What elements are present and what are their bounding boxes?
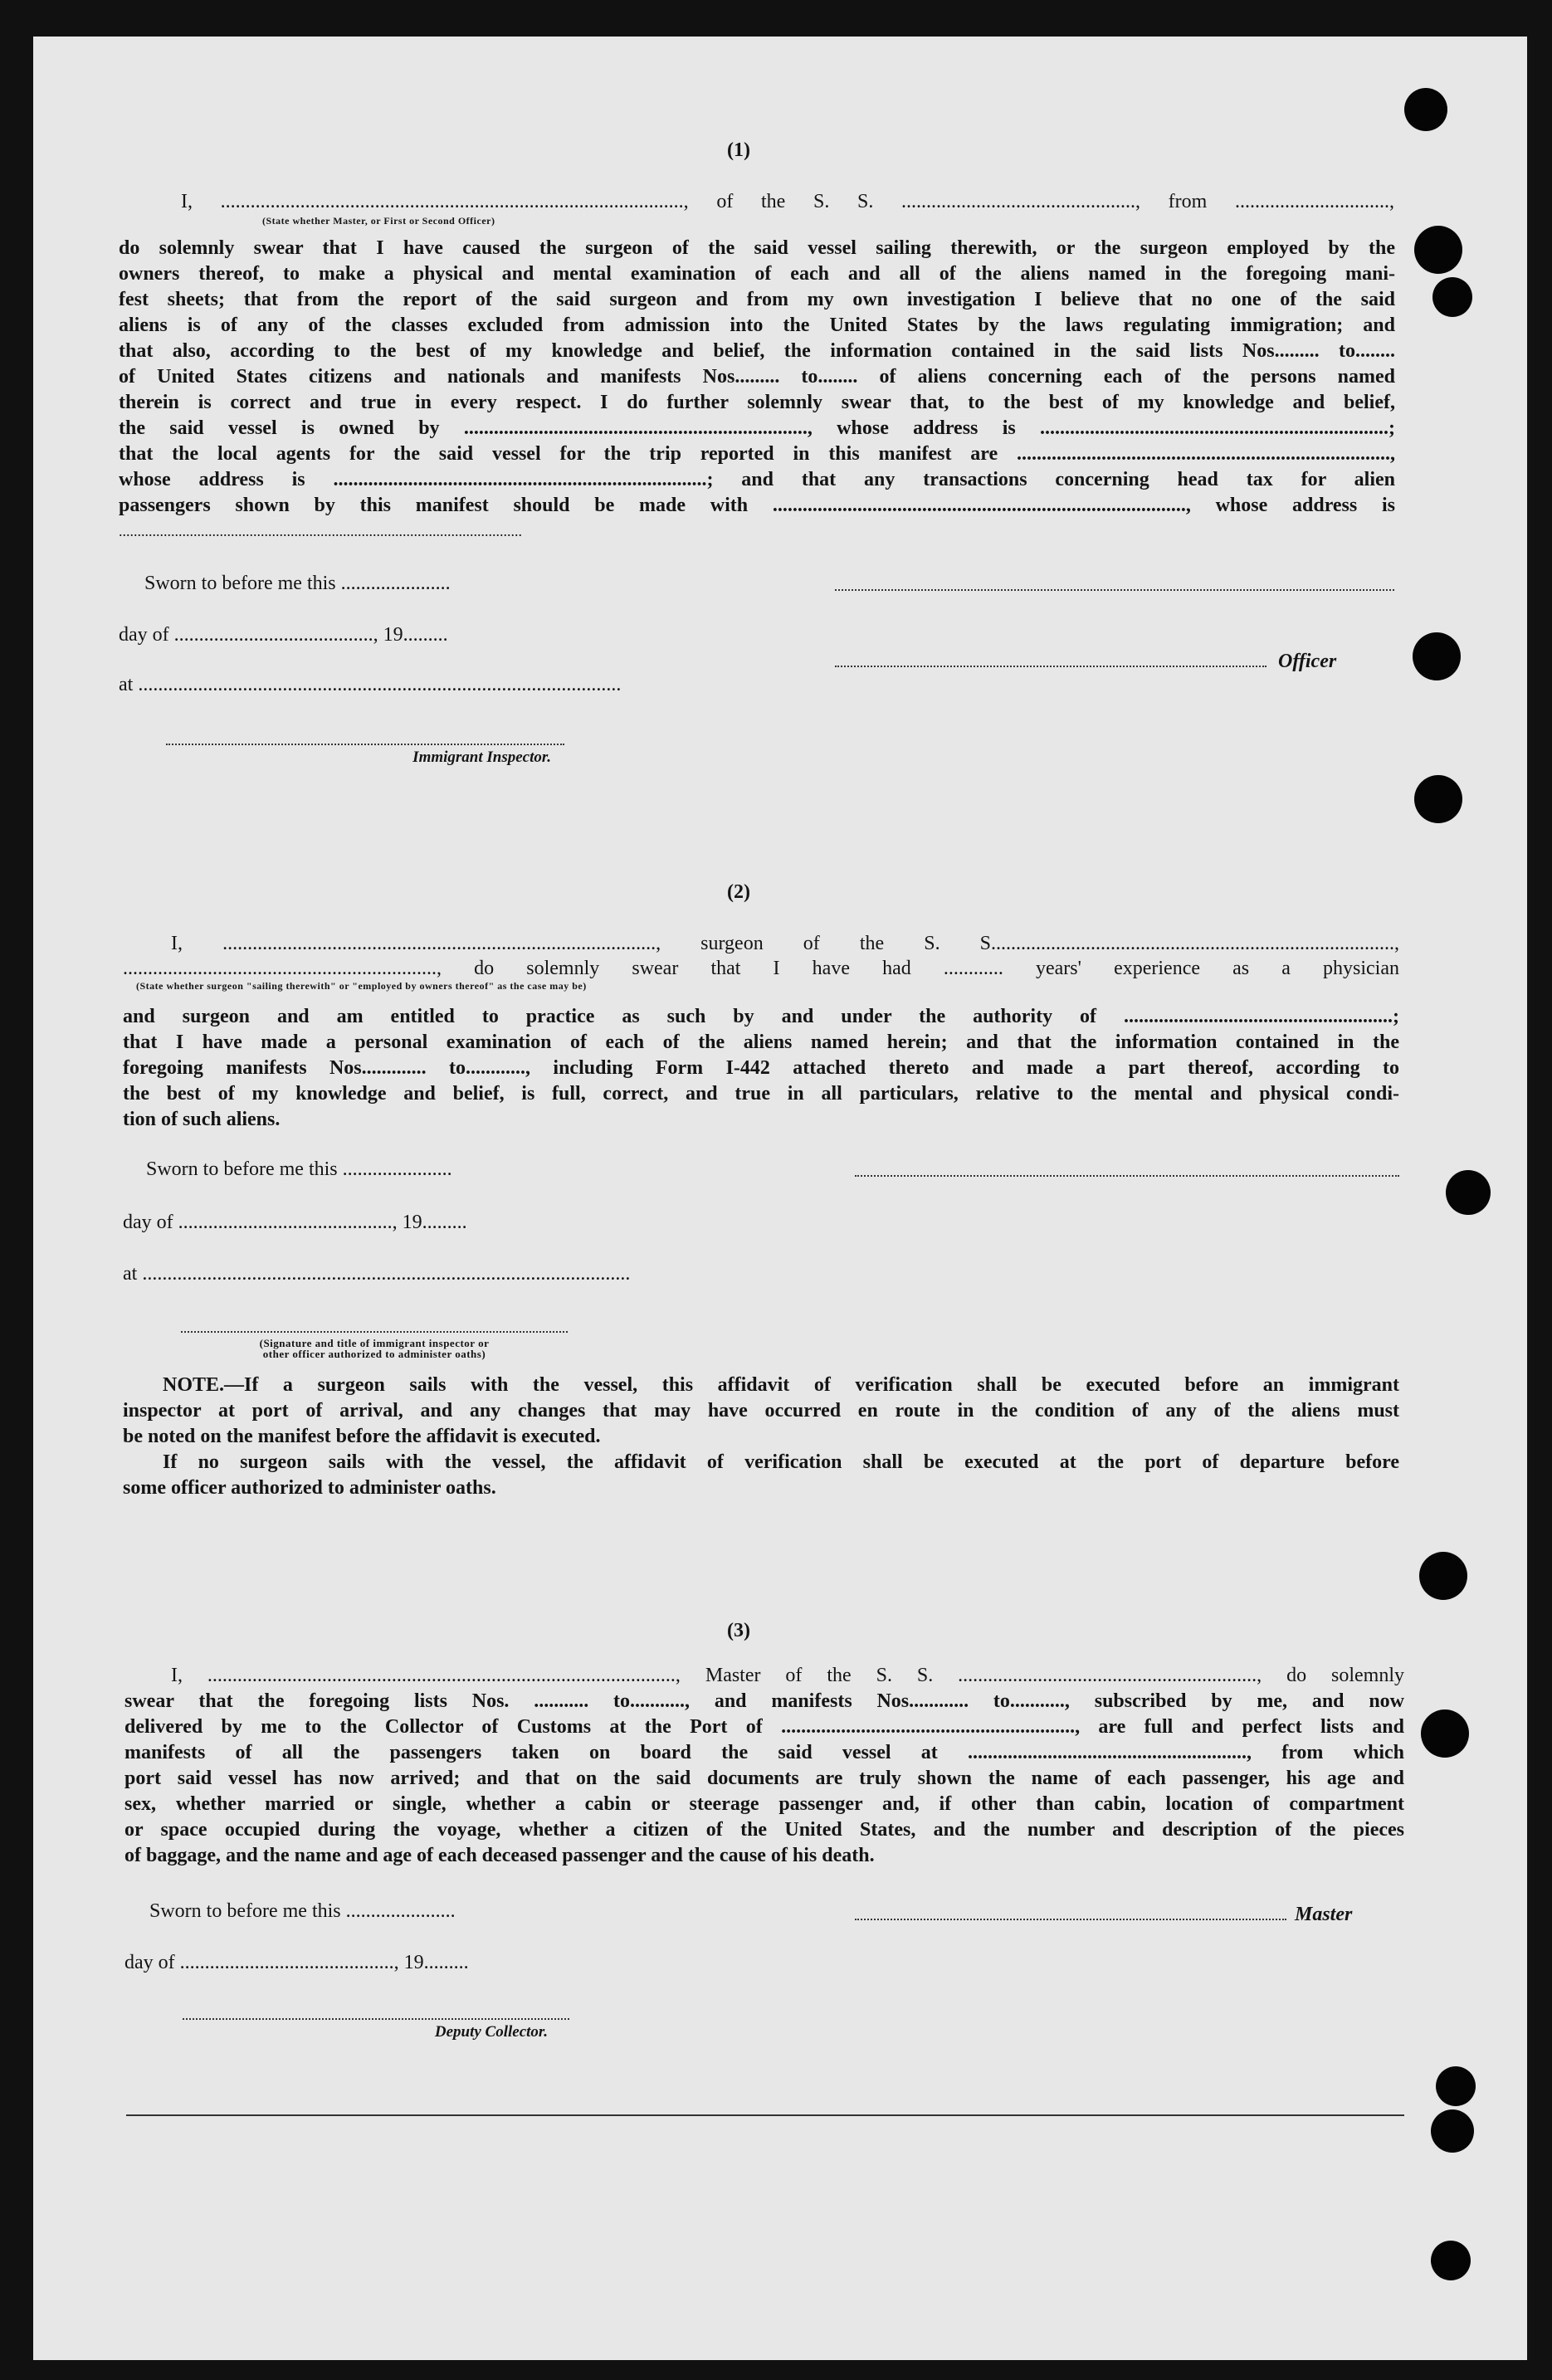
paragraph-line: owners thereof, to make a physical and mental examination of each and all of the aliens named in the foregoing mani- — [119, 263, 1395, 285]
section-3-paragraph — [124, 1663, 1404, 1869]
paragraph-line: ............................................................................................................ — [119, 523, 522, 539]
paragraph-line: I, .............................................................................................., Master of the S. S. ............................................................, do solemnly — [171, 1665, 1404, 1686]
section-1-caption: (State whether Master, or First or Second Officer) — [262, 215, 495, 227]
paragraph-line: do solemnly swear that I have caused the surgeon of the said vessel sailing therewith, or the surgeon employed by the — [119, 237, 1395, 259]
section-1-officer-line — [835, 666, 1266, 667]
paragraph-line: delivered by me to the Collector of Customs at the Port of ..........................................................., are full and perfect lists and — [124, 1716, 1404, 1738]
paragraph-line: the said vessel is owned by ....................................................................., whose address is ......................................................................; — [119, 417, 1395, 439]
note-line: inspector at port of arrival, and any changes that may have occurred en route in the condition of any of the aliens must — [123, 1400, 1399, 1422]
section-2-sworn: Sworn to before me this ...................... — [146, 1158, 452, 1180]
section-2-note — [123, 1373, 1399, 1501]
paragraph-line: that I have made a personal examination of each of the aliens named herein; and that the information contained in the — [123, 1031, 1399, 1053]
section-1-inspector-line — [166, 744, 564, 745]
document-page — [33, 37, 1527, 2360]
note-line: be noted on the manifest before the affidavit is executed. — [123, 1426, 601, 1447]
section-2-at: at .................................................................................................. — [123, 1263, 631, 1285]
paragraph-line: the best of my knowledge and belief, is full, correct, and true in all particulars, relative to the mental and physical condi- — [123, 1083, 1399, 1105]
paragraph-line: port said vessel has now arrived; and that on the said documents are truly shown the name of each passenger, his age and — [124, 1768, 1404, 1789]
paragraph-line: whose address is ...........................................................................; and that any transactions concerning head tax for alien — [119, 469, 1395, 490]
paragraph-line: sex, whether married or single, whether a cabin or steerage passenger and, if other than cabin, location of compartment — [124, 1793, 1404, 1815]
paragraph-line: or space occupied during the voyage, whether a citizen of the United States, and the number and description of the pieces — [124, 1819, 1404, 1841]
signature-caption-line: (Signature and title of immigrant inspector or — [259, 1337, 490, 1349]
paragraph-line: foregoing manifests Nos............. to............, including Form I-442 attached thereto and made a part thereof, according to — [123, 1057, 1399, 1079]
paragraph-line: swear that the foregoing lists Nos. ........... to..........., and manifests Nos............ to..........., subscribed by me, and now — [124, 1690, 1404, 1712]
paragraph-line: that the local agents for the said vessel for the trip reported in this manifest are ..........................................................................., — [119, 443, 1395, 465]
paragraph-line: of baggage, and the name and age of each deceased passenger and the cause of his death. — [124, 1845, 875, 1866]
paragraph-line: of United States citizens and nationals and manifests Nos......... to........ of aliens concerning each of the persons named — [119, 366, 1395, 388]
signature-caption-line: other officer authorized to administer oaths) — [262, 1348, 486, 1360]
punch-hole-8 — [1421, 1709, 1469, 1758]
punch-hole-1 — [1404, 88, 1447, 131]
bottom-rule — [126, 2114, 1404, 2116]
section-2-inspector-line — [181, 1331, 568, 1333]
punch-hole-10 — [1431, 2109, 1474, 2153]
punch-hole-5 — [1414, 775, 1462, 823]
paragraph-line: fest sheets; that from the report of the said surgeon and from my own investigation I believe that no one of the said — [119, 289, 1395, 310]
paragraph-line: tion of such aliens. — [123, 1109, 281, 1130]
paragraph-line: that also, according to the best of my knowledge and belief, the information contained in the said lists Nos......... to........ — [119, 340, 1395, 362]
section-3-deputy-label: Deputy Collector. — [434, 2023, 548, 2041]
punch-hole-2 — [1414, 226, 1462, 274]
section-3-number: (3) — [727, 1620, 750, 1641]
section-2-number: (2) — [727, 881, 750, 903]
punch-hole-9 — [1436, 2066, 1476, 2106]
section-3-master-label: Master — [1295, 1904, 1353, 1925]
section-2-caption: (State whether surgeon "sailing therewith" or "employed by owners thereof" as the case may be) — [136, 980, 587, 992]
section-2-line-1: I, ......................................................................................., surgeon of the S. S................................................................................., — [171, 933, 1399, 954]
paragraph-line: therein is correct and true in every respect. I do further solemnly swear that, to the best of my knowledge and belief, — [119, 392, 1395, 413]
note-line: NOTE.—If a surgeon sails with the vessel, this affidavit of verification shall be executed before an immigrant — [163, 1374, 1399, 1396]
section-3-sworn: Sworn to before me this ...................... — [149, 1900, 456, 1922]
paragraph-line: manifests of all the passengers taken on board the said vessel at ........................................................, from which — [124, 1742, 1404, 1763]
section-2-signature-line — [855, 1175, 1399, 1177]
punch-hole-6 — [1446, 1170, 1491, 1215]
punch-hole-7 — [1419, 1552, 1467, 1600]
punch-hole-4 — [1413, 632, 1461, 680]
section-2-line-2: ..............................................................., do solemnly swear that I have had ............ years' experience as a physician — [123, 958, 1399, 979]
section-1-officer-label: Officer — [1278, 651, 1337, 672]
punch-hole-3 — [1432, 277, 1472, 317]
section-1-paragraph — [119, 236, 1395, 544]
note-line: If no surgeon sails with the vessel, the affidavit of verification shall be executed at the port of departure before — [163, 1451, 1399, 1473]
section-1-sworn: Sworn to before me this ...................... — [144, 573, 451, 594]
section-3-deputy-line — [183, 2018, 569, 2020]
section-1-inspector-label: Immigrant Inspector. — [412, 749, 551, 766]
section-1-number: (1) — [727, 139, 750, 161]
note-line: some officer authorized to administer oaths. — [123, 1477, 496, 1499]
paragraph-line: and surgeon and am entitled to practice as such by and under the authority of ......................................................; — [123, 1006, 1399, 1027]
section-2-signature-caption — [181, 1338, 568, 1359]
section-1-at: at ................................................................................................. — [119, 674, 622, 695]
section-2-day: day of ..........................................., 19......... — [123, 1212, 467, 1233]
punch-hole-11 — [1431, 2241, 1471, 2280]
section-1-day: day of ........................................, 19......... — [119, 624, 448, 646]
section-1-signature-line-1 — [835, 589, 1394, 591]
paragraph-line: passengers shown by this manifest should be made with ..................................................................................., whose address is — [119, 495, 1395, 516]
section-1-line-1: I, ............................................................................................., of the S. S. ..............................................., from ..............................., — [181, 191, 1394, 212]
section-3-master-line — [855, 1919, 1286, 1920]
section-3-day: day of ..........................................., 19......... — [124, 1952, 469, 1973]
section-2-paragraph — [123, 1004, 1399, 1133]
paragraph-line: aliens is of any of the classes excluded from admission into the United States by the laws regulating immigration; and — [119, 315, 1395, 336]
